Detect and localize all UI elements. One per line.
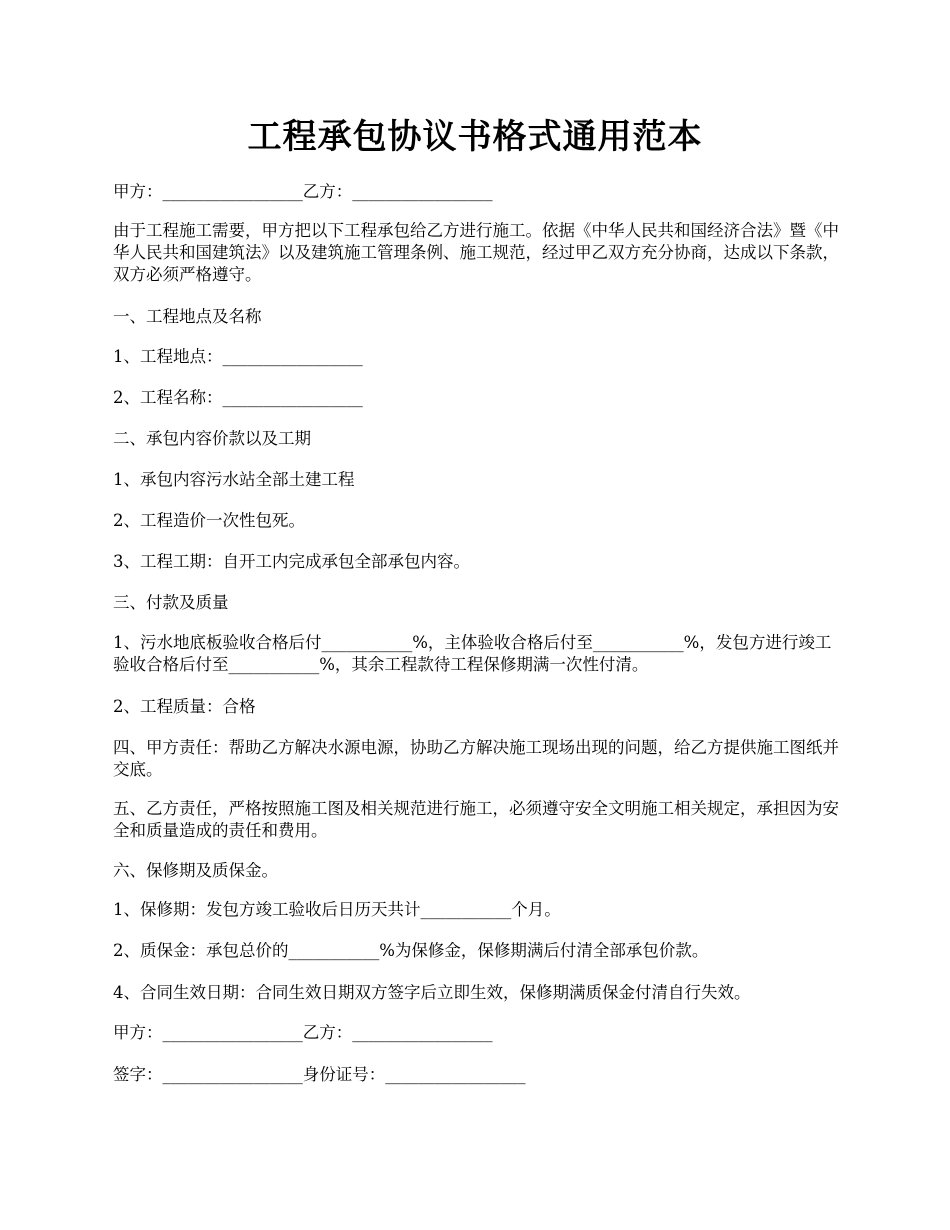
payment-paragraph: 1、污水地底板验收合格后付___________%，主体验收合格后付至___________%，发包方进行竣工验收合格后付至___________%，其余工程款待工程保修期满一次性付清。 [113,633,832,674]
project-name-line: 2、工程名称：_________________ [113,388,363,407]
section-2-heading: 二、承包内容价款以及工期 [113,429,311,448]
section-6-heading: 六、保修期及质保金。 [113,861,278,880]
party-a-duties: 四、甲方责任：帮助乙方解决水源电源，协助乙方解决施工现场出现的问题，给乙方提供施工图纸并交底。 [113,738,839,779]
quality-line: 2、工程质量：合格 [113,697,256,716]
party-line-bottom: 甲方：_________________乙方：_________________ [113,1023,493,1042]
duration-line: 3、工程工期：自开工内完成承包全部承包内容。 [113,552,470,571]
warranty-period-line: 1、保修期：发包方竣工验收后日历天共计___________个月。 [113,900,561,919]
signature-line: 签字：_________________身份证号：_________________ [113,1065,526,1084]
section-3-heading: 三、付款及质量 [113,593,229,612]
section-1-heading: 一、工程地点及名称 [113,307,262,326]
project-location-line: 1、工程地点：_________________ [113,347,363,366]
intro-paragraph: 由于工程施工需要，甲方把以下工程承包给乙方进行施工。依据《中华人民共和国经济合法》暨《中华人民共和国建筑法》以及建筑施工管理条例、施工规范，经过甲乙双方充分协商，达成以下条款，双方必须严格遵守。 [113,221,839,284]
effective-date-line: 4、合同生效日期：合同生效日期双方签字后立即生效，保修期满质保金付清自行失效。 [113,983,751,1002]
document-title: 工程承包协议书格式通用范本 [247,117,703,157]
party-b-duties: 五、乙方责任，严格按照施工图及相关规范进行施工，必须遵守安全文明施工相关规定，承担因为安全和质量造成的责任和费用。 [113,799,839,840]
price-line: 2、工程造价一次性包死。 [113,511,305,530]
scope-line: 1、承包内容污水站全部土建工程 [113,470,355,489]
party-line-top: 甲方：_________________乙方：_________________ [113,182,493,201]
retention-money-line: 2、质保金：承包总价的___________%为保修金，保修期满后付清全部承包价款。 [113,941,709,960]
